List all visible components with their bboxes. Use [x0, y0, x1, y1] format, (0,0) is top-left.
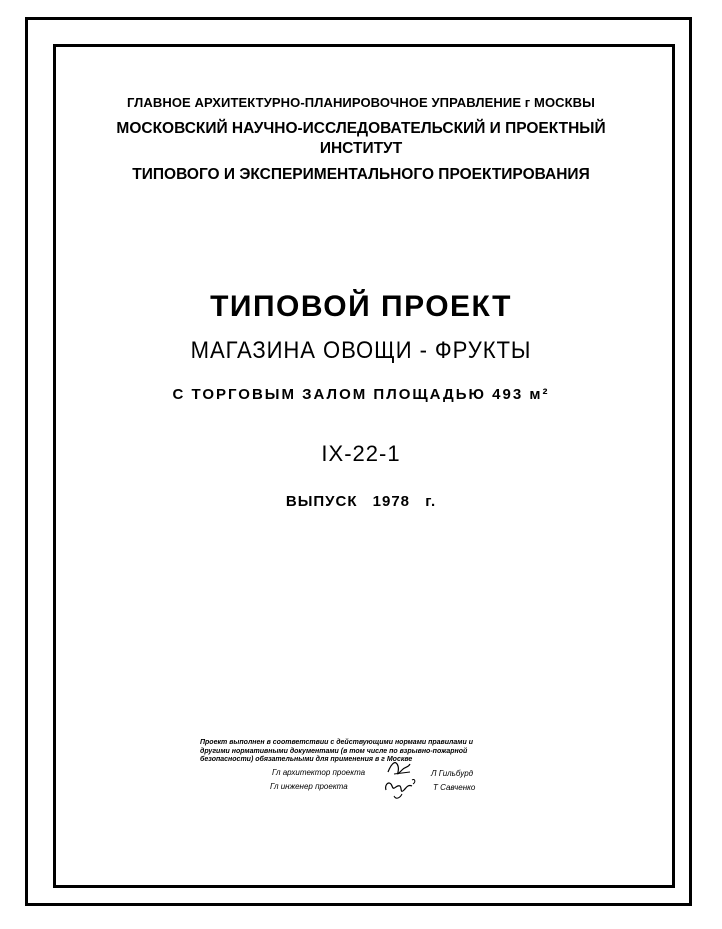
- compliance-note-line-2: другими нормативными документами (в том числе по взрывно-пожарной: [200, 747, 468, 755]
- chief-engineer-name: Т Савченко: [433, 783, 476, 792]
- compliance-note-line-1: Проект выполнен в соответствии с действующими нормами правилами и: [200, 739, 473, 746]
- compliance-note-line-3: безопасности) обязательными для применения в г Москве: [200, 756, 413, 763]
- header-administration: ГЛАВНОЕ АРХИТЕКТУРНО-ПЛАНИРОВОЧНОЕ УПРАВЛЕНИЕ г МОСКВЫ: [126, 95, 596, 110]
- document-title: ТИПОВОЙ ПРОЕКТ: [210, 290, 512, 323]
- document-subtitle: МАГАЗИНА ОВОЩИ - ФРУКТЫ: [190, 337, 532, 364]
- project-code: IX-22-1: [321, 441, 401, 466]
- header-institute-line-2: ИНСТИТУТ: [319, 140, 403, 157]
- chief-architect-name: Л Гильбурд: [431, 769, 474, 778]
- handwritten-signature: [380, 756, 420, 802]
- compliance-note: [200, 739, 520, 765]
- chief-architect-role: Гл архитектор проекта: [272, 768, 366, 777]
- header-institute-line-3: ТИПОВОГО И ЭКСПЕРИМЕНТАЛЬНОГО ПРОЕКТИРОВАНИЯ: [132, 166, 590, 183]
- header-institute-line-1: МОСКОВСКИЙ НАУЧНО-ИССЛЕДОВАТЕЛЬСКИЙ И ПРОЕКТНЫЙ: [116, 120, 606, 137]
- chief-engineer-role: Гл инженер проекта: [270, 782, 348, 791]
- issue-year: ВЫПУСК 1978 г.: [285, 493, 437, 510]
- document-subtitle-area: С ТОРГОВЫМ ЗАЛОМ ПЛОЩАДЬЮ 493 м²: [172, 386, 550, 403]
